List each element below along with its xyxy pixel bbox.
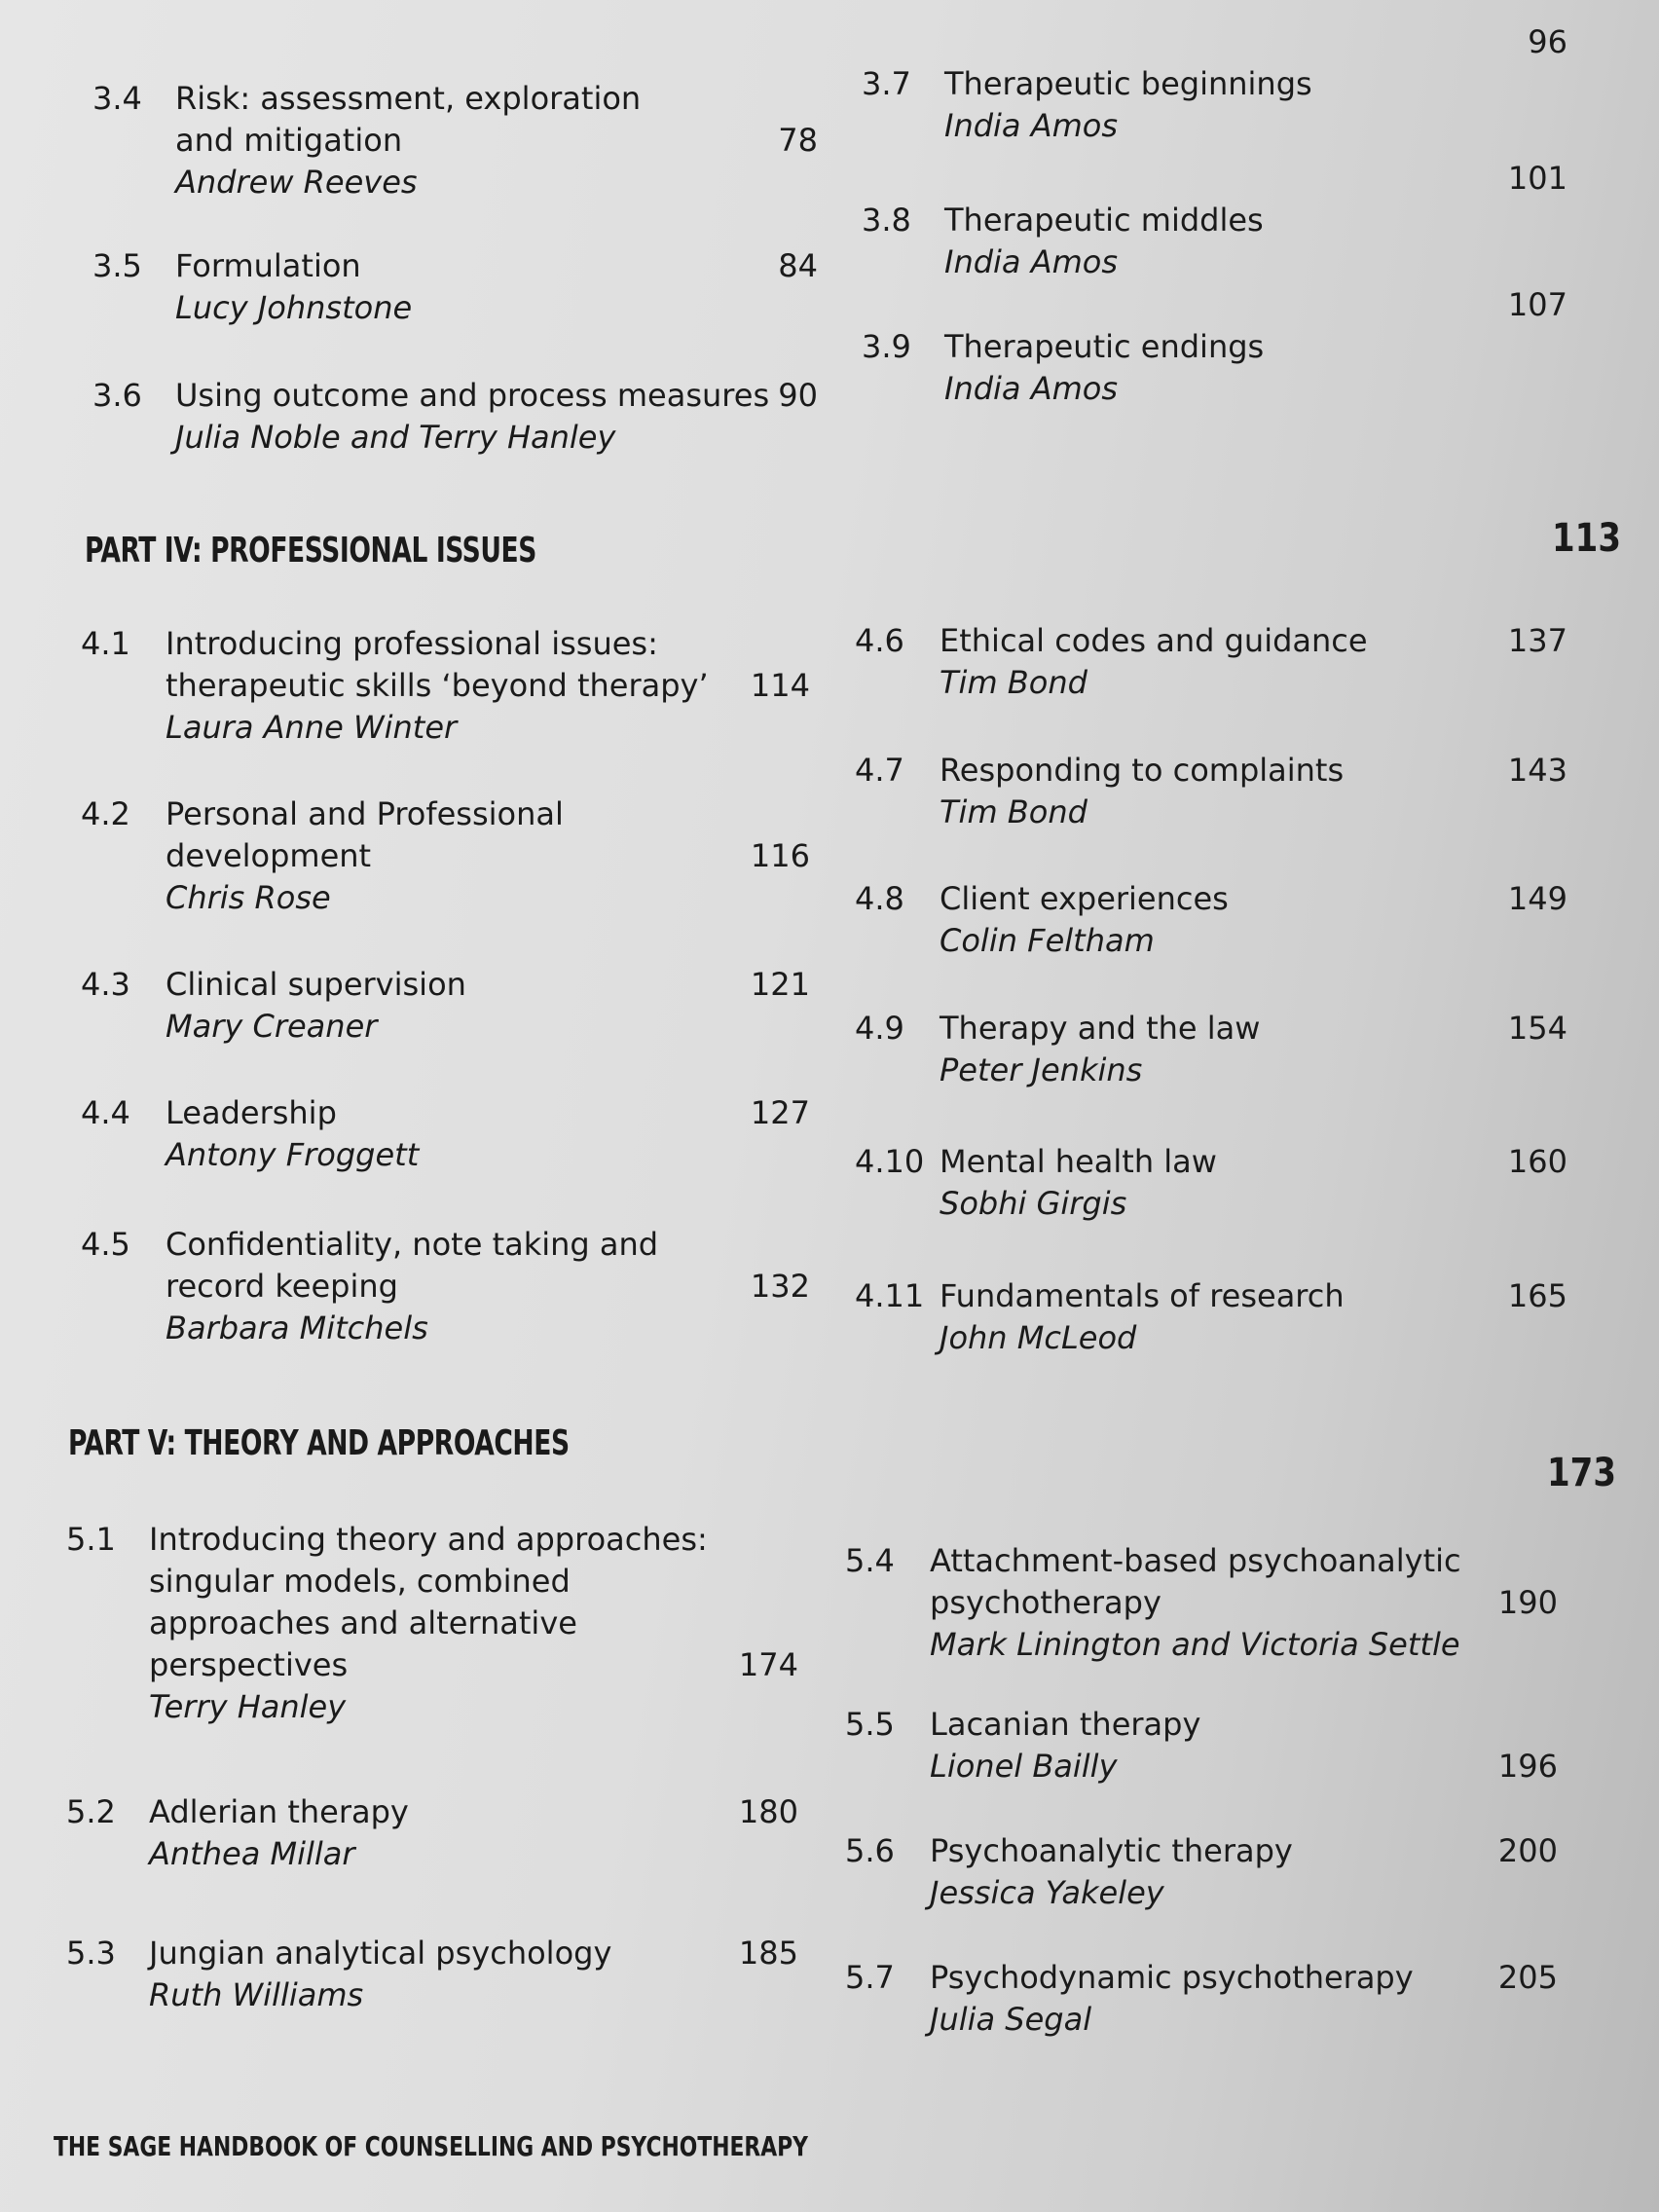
chapter-page-number: 185 [738, 1935, 798, 1972]
chapter-number: 3.6 [92, 377, 142, 414]
chapter-title-line: Risk: assessment, exploration [175, 80, 642, 117]
chapter-title-line: approaches and alternative [149, 1604, 577, 1641]
chapter-author: John McLeod [940, 1319, 1137, 1356]
chapter-number: 5.7 [845, 1959, 895, 1996]
chapter-page-number: 137 [1507, 622, 1567, 659]
chapter-page-number: 78 [778, 122, 818, 159]
chapter-title-line: Adlerian therapy [149, 1793, 409, 1830]
chapter-page-number: 196 [1497, 1748, 1558, 1785]
chapter-title-line: Psychodynamic psychotherapy [930, 1959, 1414, 1996]
chapter-number: 4.9 [855, 1010, 904, 1047]
chapter-title-line: Using outcome and process measures [175, 377, 770, 414]
chapter-page-number: 96 [1528, 23, 1567, 60]
chapter-author: Jessica Yakeley [930, 1874, 1164, 1911]
chapter-number: 3.9 [862, 328, 911, 365]
chapter-page-number: 90 [778, 377, 818, 414]
chapter-title-line: Personal and Professional [166, 795, 564, 832]
chapter-author: Tim Bond [940, 664, 1088, 701]
chapter-title-line: Therapeutic beginnings [944, 65, 1312, 102]
chapter-number: 5.2 [66, 1793, 116, 1830]
chapter-number: 3.5 [92, 247, 142, 284]
chapter-page-number: 121 [750, 966, 810, 1003]
chapter-number: 5.6 [845, 1832, 895, 1869]
chapter-number: 4.10 [855, 1143, 925, 1180]
chapter-title-line: psychotherapy [930, 1584, 1161, 1621]
chapter-number: 4.1 [81, 625, 130, 662]
chapter-title-line: development [166, 837, 372, 874]
chapter-page-number: 127 [750, 1094, 810, 1131]
chapter-author: Barbara Mitchels [166, 1309, 428, 1346]
chapter-author: Anthea Millar [149, 1835, 355, 1872]
chapter-page-number: 154 [1507, 1010, 1567, 1047]
chapter-page-number: 174 [738, 1646, 798, 1683]
chapter-number: 5.1 [66, 1521, 116, 1558]
chapter-author: Mark Linington and Victoria Settle [930, 1626, 1460, 1663]
chapter-title-line: Jungian analytical psychology [149, 1935, 612, 1972]
chapter-author: Andrew Reeves [175, 164, 418, 201]
chapter-title-line: therapeutic skills ‘beyond therapy’ [166, 667, 709, 704]
book-title-footer: THE SAGE HANDBOOK OF COUNSELLING AND PSYCHOTHERAPY [54, 2130, 808, 2162]
chapter-title-line: singular models, combined [149, 1563, 571, 1600]
chapter-page-number: 180 [738, 1793, 798, 1830]
chapter-number: 4.5 [81, 1226, 130, 1263]
chapter-author: India Amos [944, 107, 1119, 144]
chapter-title-line: Introducing professional issues: [166, 625, 658, 662]
chapter-author: Lionel Bailly [930, 1748, 1118, 1785]
chapter-title-line: Ethical codes and guidance [940, 622, 1368, 659]
chapter-number: 5.4 [845, 1542, 895, 1579]
chapter-author: Laura Anne Winter [166, 709, 458, 746]
chapter-author: Terry Hanley [149, 1688, 347, 1725]
chapter-title-line: Leadership [166, 1094, 337, 1131]
chapter-author: India Amos [944, 243, 1119, 280]
chapter-title-line: record keeping [166, 1268, 398, 1305]
chapter-title-line: perspectives [149, 1646, 349, 1683]
chapter-title-line: Therapy and the law [940, 1010, 1261, 1047]
chapter-author: Ruth Williams [149, 1976, 364, 2013]
chapter-author: Julia Segal [930, 2001, 1092, 2038]
chapter-page-number: 84 [778, 247, 818, 284]
chapter-title-line: Clinical supervision [166, 966, 466, 1003]
chapter-page-number: 143 [1507, 752, 1567, 789]
chapter-title-line: Therapeutic endings [944, 328, 1265, 365]
chapter-title-line: Formulation [175, 247, 361, 284]
chapter-number: 4.8 [855, 880, 904, 917]
chapter-title-line: Therapeutic middles [944, 202, 1264, 239]
chapter-author: Mary Creaner [166, 1008, 378, 1045]
part-v-heading: PART V: THEORY AND APPROACHES [68, 1423, 570, 1463]
chapter-number: 4.7 [855, 752, 904, 789]
chapter-title-line: Fundamentals of research [940, 1277, 1345, 1314]
chapter-title-line: Mental health law [940, 1143, 1217, 1180]
chapter-title-line: Lacanian therapy [930, 1706, 1201, 1743]
chapter-number: 4.3 [81, 966, 130, 1003]
chapter-page-number: 149 [1507, 880, 1567, 917]
chapter-page-number: 200 [1497, 1832, 1558, 1869]
chapter-number: 4.4 [81, 1094, 130, 1131]
chapter-number: 4.2 [81, 795, 130, 832]
chapter-title-line: Responding to complaints [940, 752, 1345, 789]
chapter-title-line: Attachment-based psychoanalytic [930, 1542, 1461, 1579]
chapter-title-line: Introducing theory and approaches: [149, 1521, 708, 1558]
chapter-author: Antony Froggett [166, 1136, 420, 1173]
chapter-title-line: Confidentiality, note taking and [166, 1226, 659, 1263]
chapter-author: Julia Noble and Terry Hanley [175, 419, 616, 456]
chapter-author: Sobhi Girgis [940, 1185, 1127, 1222]
chapter-title-line: Psychoanalytic therapy [930, 1832, 1293, 1869]
chapter-author: India Amos [944, 370, 1119, 407]
chapter-page-number: 114 [750, 667, 810, 704]
chapter-page-number: 101 [1507, 160, 1567, 197]
chapter-page-number: 205 [1497, 1959, 1558, 1996]
chapter-page-number: 132 [750, 1268, 810, 1305]
part-iv-page: 113 [1552, 516, 1621, 561]
chapter-title-line: Client experiences [940, 880, 1229, 917]
chapter-number: 3.4 [92, 80, 142, 117]
chapter-author: Chris Rose [166, 879, 331, 916]
chapter-number: 4.6 [855, 622, 904, 659]
chapter-page-number: 107 [1507, 286, 1567, 323]
chapter-number: 3.8 [862, 202, 911, 239]
chapter-title-line: and mitigation [175, 122, 403, 159]
chapter-author: Colin Feltham [940, 922, 1155, 959]
chapter-number: 4.11 [855, 1277, 925, 1314]
chapter-page-number: 190 [1497, 1584, 1558, 1621]
chapter-number: 3.7 [862, 65, 911, 102]
chapter-author: Tim Bond [940, 793, 1088, 830]
chapter-author: Lucy Johnstone [175, 289, 413, 326]
part-v-page: 173 [1547, 1451, 1616, 1495]
chapter-page-number: 165 [1507, 1277, 1567, 1314]
chapter-page-number: 116 [750, 837, 810, 874]
chapter-number: 5.5 [845, 1706, 895, 1743]
part-iv-heading: PART IV: PROFESSIONAL ISSUES [85, 531, 537, 571]
chapter-number: 5.3 [66, 1935, 116, 1972]
chapter-page-number: 160 [1507, 1143, 1567, 1180]
chapter-author: Peter Jenkins [940, 1051, 1143, 1088]
